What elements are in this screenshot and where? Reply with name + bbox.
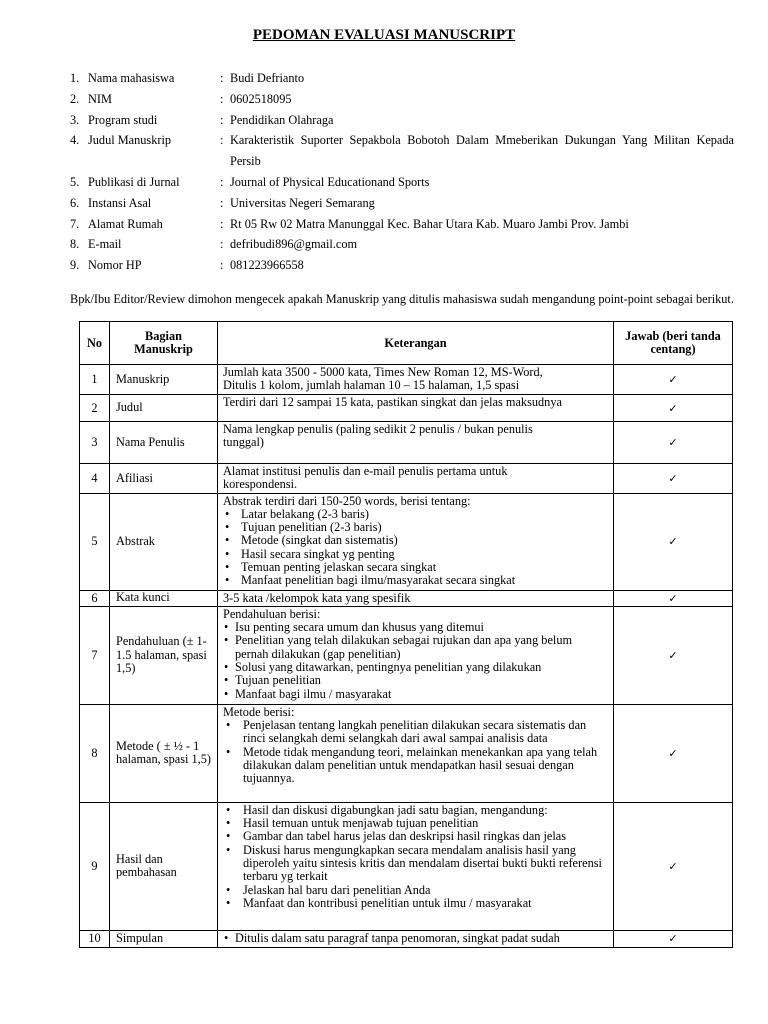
list-item: • Tujuan penelitian (2-3 baris): [223, 521, 608, 534]
row-number: 4: [80, 464, 110, 494]
list-item: • Gambar dan tabel harus jelas dan deskripsi hasil ringkas dan jelas: [223, 830, 608, 843]
info-row-student-name: [70, 68, 734, 89]
row-description: [218, 395, 614, 422]
header-answer: Jawab (beri tanda centang): [614, 322, 733, 365]
row-description: [218, 493, 614, 590]
info-label: Instansi Asal: [88, 195, 152, 210]
table-header-row: [80, 322, 733, 365]
info-separator: :: [220, 112, 224, 127]
row-part: Pendahuluan (± 1-1.5 halaman, spasi 1,5): [110, 606, 218, 704]
row-part: Abstrak: [110, 493, 218, 590]
row-description: [218, 930, 614, 947]
info-label: E-mail: [88, 237, 122, 252]
info-label: Program studi: [88, 112, 158, 127]
list-item: • Manfaat bagi ilmu / masyarakat: [223, 688, 608, 701]
info-row-email: [70, 234, 734, 255]
table-row: [80, 365, 733, 395]
info-value: 081223966558: [230, 258, 304, 273]
info-label: Judul Manuskrip: [88, 133, 172, 148]
info-number: 4.: [70, 133, 80, 148]
instruction-paragraph: Bpk/Ibu Editor/Review dimohon mengecek apakah Manuskrip yang ditulis mahasiswa sudah mengandung point-point sebagai berikut.: [70, 292, 734, 306]
info-value: Karakteristik Suporter Sepakbola Bobotoh Dalam Mmeberikan Dukungan Yang Militan Kepada Persib: [230, 133, 734, 169]
table-row: [80, 422, 733, 464]
row-part: Manuskrip: [110, 365, 218, 395]
info-row-phone: [70, 255, 734, 276]
check-mark-icon: ✓: [614, 365, 733, 395]
header-no: No: [80, 322, 110, 365]
info-row-home-address: [70, 214, 734, 235]
row-description: [218, 590, 614, 606]
info-value: 0602518095: [230, 91, 292, 106]
table-row: [80, 802, 733, 930]
desc-line: 3-5 kata /kelompok kata yang spesifik: [223, 590, 411, 605]
row-part: Afiliasi: [110, 464, 218, 494]
info-label: NIM: [88, 91, 112, 106]
desc-line: Alamat institusi penulis dan e-mail penulis pertama untuk: [223, 464, 508, 478]
desc-line: Nama lengkap penulis (paling sedikit 2 penulis / bukan penulis: [223, 422, 533, 436]
info-number: 3.: [70, 112, 80, 127]
bullet-list: [223, 621, 608, 701]
info-label: Alamat Rumah: [88, 216, 163, 231]
list-item: • Diskusi harus mengungkapkan secara mendalam analisis hasil yang diperoleh yaitu sintesis kritis dan mendalam disertai bukti bukti referensi terbaru yg terkait: [223, 844, 608, 884]
info-value: Pendidikan Olahraga: [230, 112, 334, 127]
table-row: [80, 590, 733, 606]
info-number: 5.: [70, 174, 80, 189]
row-number: 5: [80, 493, 110, 590]
list-item: • Metode tidak mengandung teori, melainkan menekankan apa yang telah dilakukan dalam penelitian untuk mendapatkan hasil sesuai dengan tujuannya.: [223, 746, 608, 786]
bullet-list: [223, 719, 608, 785]
info-value: Rt 05 Rw 02 Matra Manunggal Kec. Bahar Utara Kab. Muaro Jambi Prov. Jambi: [230, 216, 629, 231]
desc-line: Ditulis 1 kolom, jumlah halaman 10 – 15 halaman, 1,5 spasi: [223, 378, 520, 393]
check-mark-icon: ✓: [614, 464, 733, 494]
info-row-manuscript-title: [70, 130, 734, 172]
list-item: • Ditulis dalam satu paragraf tanpa penomoran, singkat padat sudah: [223, 932, 608, 945]
list-item: • Hasil temuan untuk menjawab tujuan penelitian: [223, 817, 608, 830]
table-row: [80, 464, 733, 494]
evaluation-table: [79, 321, 733, 948]
check-mark-icon: ✓: [614, 395, 733, 422]
row-part: Simpulan: [110, 930, 218, 947]
info-separator: :: [220, 174, 224, 189]
row-description: [218, 365, 614, 395]
check-mark-icon: ✓: [614, 606, 733, 704]
table-row: [80, 493, 733, 590]
desc-lead: Metode berisi:: [223, 704, 295, 719]
list-item: • Latar belakang (2-3 baris): [223, 508, 608, 521]
info-number: 1.: [70, 71, 80, 85]
info-label: Publikasi di Jurnal: [88, 174, 180, 189]
list-item: • Temuan penting jelaskan secara singkat: [223, 561, 608, 574]
info-value: Universitas Negeri Semarang: [230, 195, 375, 210]
row-number: 1: [80, 365, 110, 395]
desc-line: tunggal): [223, 435, 264, 450]
desc-lead: Pendahuluan berisi:: [223, 606, 321, 621]
list-item: • Hasil dan diskusi digabungkan jadi satu bagian, mengandung:: [223, 804, 608, 817]
info-number: 8.: [70, 237, 80, 252]
info-separator: :: [220, 133, 224, 148]
info-number: 9.: [70, 258, 80, 273]
bullet-list: [223, 804, 608, 910]
row-description: [218, 704, 614, 802]
desc-line: Terdiri dari 12 sampai 15 kata, pastikan singkat dan jelas maksudnya: [223, 395, 562, 409]
list-item: • Solusi yang ditawarkan, pentingnya penelitian yang dilakukan: [223, 661, 608, 674]
student-info-list: [70, 68, 734, 276]
row-part: Nama Penulis: [110, 422, 218, 464]
row-number: 6: [80, 590, 110, 606]
info-row-nim: [70, 89, 734, 110]
info-row-journal: [70, 172, 734, 193]
check-mark-icon: ✓: [614, 493, 733, 590]
row-part: Metode ( ± ½ - 1 halaman, spasi 1,5): [110, 704, 218, 802]
check-mark-icon: ✓: [614, 802, 733, 930]
row-description: [218, 802, 614, 930]
table-row: [80, 704, 733, 802]
table-row: [80, 395, 733, 422]
list-item: • Tujuan penelitian: [223, 674, 608, 687]
info-separator: :: [220, 91, 224, 106]
row-number: 2: [80, 395, 110, 422]
list-item: • Isu penting secara umum dan khusus yang ditemui: [223, 621, 608, 634]
document-title: PEDOMAN EVALUASI MANUSCRIPT: [252, 27, 516, 43]
list-item: • Hasil secara singkat yg penting: [223, 548, 608, 561]
table-row: [80, 930, 733, 947]
list-item: • Manfaat penelitian bagi ilmu/masyarakat secara singkat: [223, 574, 608, 587]
info-number: 2.: [70, 91, 80, 106]
list-item: • Metode (singkat dan sistematis): [223, 534, 608, 547]
bullet-list: [223, 508, 608, 588]
info-number: 7.: [70, 216, 80, 231]
table-row: [80, 606, 733, 704]
row-number: 7: [80, 606, 110, 704]
row-description: [218, 464, 614, 494]
row-number: 9: [80, 802, 110, 930]
row-part: Kata kunci: [110, 590, 218, 606]
list-item: • Jelaskan hal baru dari penelitian Anda: [223, 884, 608, 897]
info-value: Budi Defrianto: [230, 71, 305, 85]
check-mark-icon: ✓: [614, 704, 733, 802]
check-mark-icon: ✓: [614, 590, 733, 606]
list-item: • Penjelasan tentang langkah penelitian dilakukan secara sistematis dan rinci selangkah demi selangkah dari awal sampai analisis data: [223, 719, 608, 746]
row-number: 3: [80, 422, 110, 464]
list-item: • Manfaat dan kontribusi penelitian untuk ilmu / masyarakat: [223, 897, 608, 910]
row-number: 10: [80, 930, 110, 947]
check-mark-icon: ✓: [614, 930, 733, 947]
info-separator: :: [220, 71, 224, 85]
row-part: Hasil dan pembahasan: [110, 802, 218, 930]
info-separator: :: [220, 237, 224, 252]
check-mark-icon: ✓: [614, 422, 733, 464]
row-part: Judul: [110, 395, 218, 422]
desc-line: Jumlah kata 3500 - 5000 kata, Times New Roman 12, MS-Word,: [223, 365, 543, 379]
row-description: [218, 606, 614, 704]
info-value: defribudi896@gmail.com: [230, 237, 358, 252]
desc-lead: Abstrak terdiri dari 150-250 words, berisi tentang:: [223, 493, 471, 508]
info-label: Nama mahasiswa: [88, 71, 175, 85]
info-row-institution: [70, 193, 734, 214]
bullet-list: [223, 932, 608, 945]
info-separator: :: [220, 258, 224, 273]
desc-line: korespondensi.: [223, 477, 298, 492]
info-separator: :: [220, 216, 224, 231]
header-part: Bagian Manuskrip: [110, 322, 218, 365]
info-label: Nomor HP: [88, 258, 142, 273]
row-number: 8: [80, 704, 110, 802]
info-separator: :: [220, 195, 224, 210]
info-value: Journal of Physical Educationand Sports: [230, 174, 430, 189]
info-number: 6.: [70, 195, 80, 210]
row-description: [218, 422, 614, 464]
header-description: Keterangan: [218, 322, 614, 365]
list-item: • Penelitian yang telah dilakukan sebagai rujukan dan apa yang belum pernah dilakukan (gap penelitian): [223, 634, 608, 661]
info-row-study-program: [70, 110, 734, 131]
